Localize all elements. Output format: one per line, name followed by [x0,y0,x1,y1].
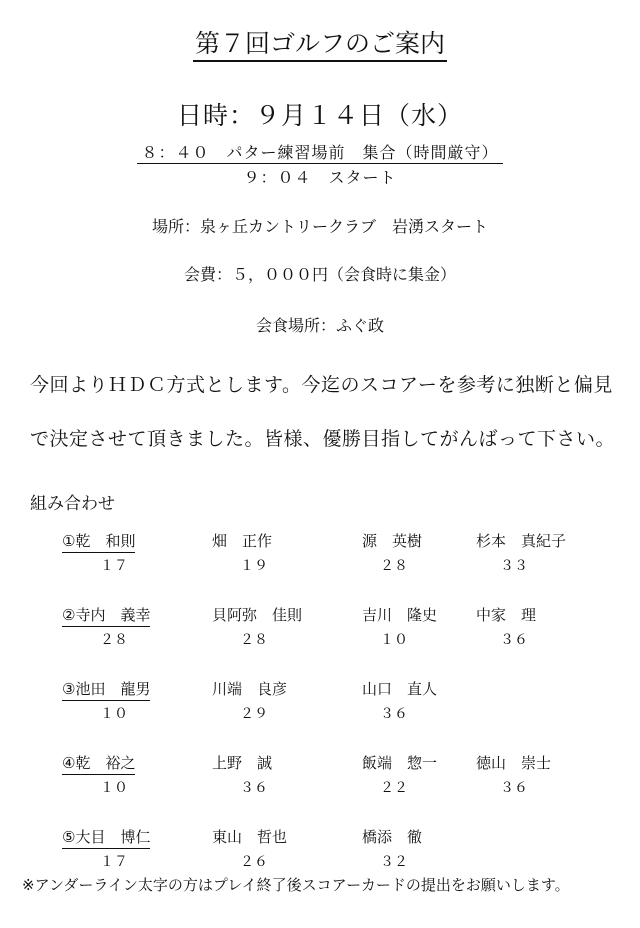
player-name: ④乾 裕之 [62,752,135,775]
player-name: 山口 直人 [362,680,438,698]
footer-note: ※アンダーライン太字の方はプレイ終了後スコアーカードの提出をお願いします。 [22,876,570,894]
player-handicap: １７ [100,558,128,574]
player-handicap: ２８ [380,558,408,574]
player-handicap: ２２ [380,780,408,796]
player-name: 源 英樹 [362,532,423,550]
player-handicap: ２９ [240,706,268,722]
groups-label: 組み合わせ [30,494,115,514]
player-handicap: ３２ [380,854,408,870]
player-handicap: ３６ [500,780,528,796]
player-handicap: １９ [240,558,268,574]
player-name: 川端 良彦 [212,680,288,698]
fee: 会費：５，０００円（会食時に集金） [183,265,456,284]
event-datetime: 日時：９月１４日（水） [176,101,463,130]
player-handicap: １０ [380,632,408,648]
player-name: ⑤大目 博仁 [62,826,150,849]
player-name: 中家 理 [476,606,537,624]
player-handicap: ２６ [240,854,268,870]
document-title [0,24,640,60]
player-handicap: １０ [100,706,128,722]
player-handicap: ３６ [380,706,408,722]
player-name: 橋添 徹 [362,828,423,846]
player-handicap: ３６ [240,780,268,796]
player-name: 東山 哲也 [212,828,288,846]
player-name: ①乾 和則 [62,530,135,553]
message-line-1: 今回よりＨＤＣ方式とします。今迄のスコアーを参考に独断と偏見 [30,374,613,396]
player-name: ②寺内 義幸 [62,604,150,627]
venue: 場所：泉ヶ丘カントリークラブ 岩湧スタート [151,217,488,236]
assembly-time [0,140,640,163]
player-handicap: １０ [100,780,128,796]
message-line-2: で決定させて頂きました。皆様、優勝目指してがんばって下さい。 [30,428,616,450]
document-title-text: 第７回ゴルフのご案内 [193,29,447,62]
player-name: 杉本 真紀子 [476,532,567,550]
player-name: 徳山 崇士 [476,754,552,772]
player-name: 吉川 隆史 [362,606,438,624]
player-name: 飯端 惣一 [362,754,438,772]
player-handicap: ２８ [240,632,268,648]
player-name: 貝阿弥 佳則 [212,606,303,624]
start-time: ９：０４ スタート [243,168,397,187]
player-handicap: ２８ [100,632,128,648]
player-handicap: ３６ [500,632,528,648]
player-name: 上野 誠 [212,754,273,772]
assembly-time-text: ８：４０ パター練習場前 集合（時間厳守） [137,143,502,164]
dinner-location: 会食場所：ふぐ政 [255,316,384,335]
player-name: 畑 正作 [212,532,273,550]
player-name: ③池田 龍男 [62,678,150,701]
player-handicap: １７ [100,854,128,870]
player-handicap: ３３ [500,558,528,574]
